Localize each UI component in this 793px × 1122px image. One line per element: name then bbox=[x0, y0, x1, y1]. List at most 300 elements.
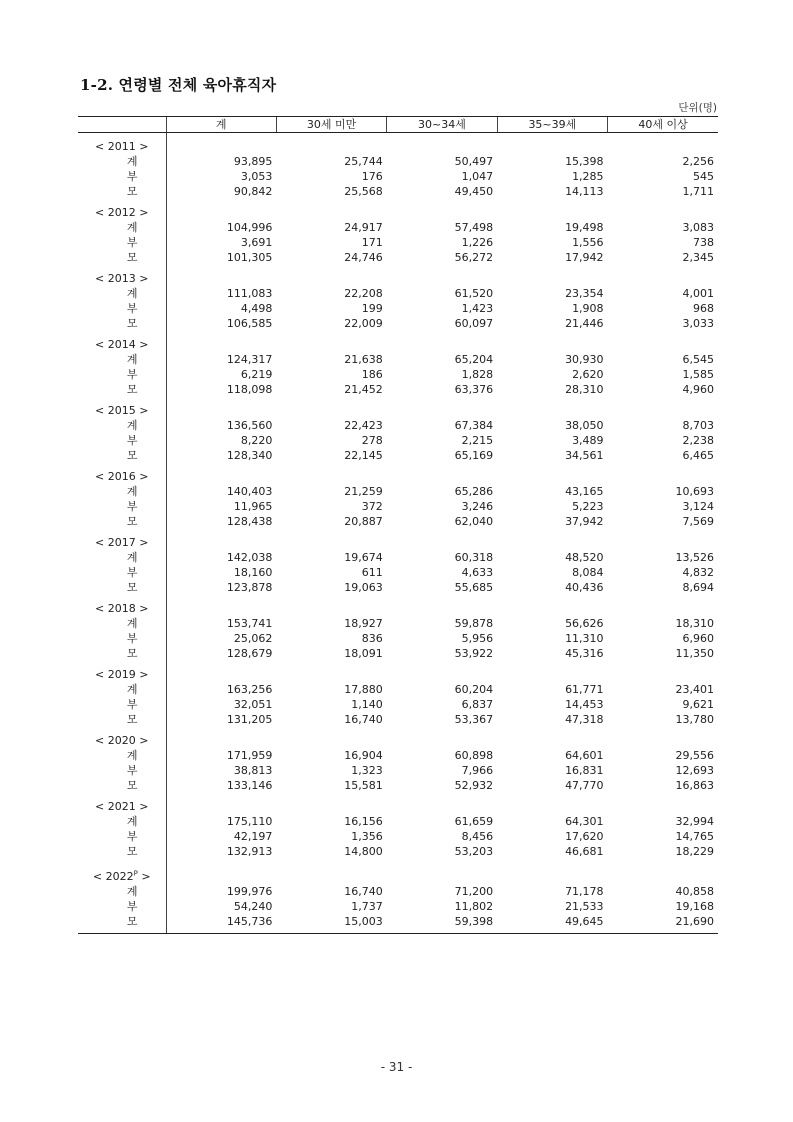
table-row bbox=[78, 448, 718, 463]
value-cell: 62,040 bbox=[454, 515, 494, 528]
value-cell: 111,083 bbox=[166, 286, 276, 301]
row-label: 부 bbox=[126, 900, 138, 913]
empty-cell bbox=[497, 869, 607, 884]
table-row bbox=[78, 914, 718, 934]
empty-cell bbox=[276, 535, 386, 550]
value-cell: 3,124 bbox=[682, 500, 714, 513]
row-label: 부 bbox=[126, 236, 138, 249]
table-row bbox=[78, 829, 718, 844]
value-cell: 47,770 bbox=[565, 779, 604, 792]
value-cell: 34,561 bbox=[565, 449, 604, 462]
value-cell: 171 bbox=[361, 236, 383, 249]
value-cell: 11,350 bbox=[675, 647, 714, 660]
value-cell: 23,354 bbox=[565, 287, 604, 300]
table-row bbox=[78, 646, 718, 661]
spacer-cell bbox=[276, 859, 386, 869]
table-row bbox=[78, 352, 718, 367]
table-row bbox=[78, 631, 718, 646]
table-row bbox=[78, 884, 718, 899]
empty-cell bbox=[276, 271, 386, 286]
value-cell: 1,285 bbox=[572, 170, 604, 183]
value-cell: 6,545 bbox=[682, 353, 714, 366]
header-35-39: 35~39세 bbox=[497, 117, 607, 133]
value-cell: 24,917 bbox=[344, 221, 383, 234]
value-cell: 19,168 bbox=[675, 900, 714, 913]
year-label bbox=[78, 733, 166, 748]
value-cell: 21,638 bbox=[344, 353, 383, 366]
value-cell: 19,063 bbox=[344, 581, 383, 594]
header-40-over: 40세 이상 bbox=[608, 117, 718, 133]
value-cell: 60,898 bbox=[454, 749, 494, 762]
row-label: 부 bbox=[126, 830, 138, 843]
table-row bbox=[78, 763, 718, 778]
value-cell: 90,842 bbox=[166, 184, 276, 199]
value-cell: 738 bbox=[693, 236, 714, 249]
value-cell: 49,645 bbox=[497, 914, 607, 934]
empty-cell bbox=[497, 535, 607, 550]
value-cell: 132,913 bbox=[166, 844, 276, 859]
value-cell: 118,098 bbox=[166, 382, 276, 397]
value-cell: 131,205 bbox=[166, 712, 276, 727]
year-label-text: < 2019 > bbox=[95, 668, 149, 681]
value-cell: 1,226 bbox=[461, 236, 494, 249]
value-cell: 56,272 bbox=[454, 251, 494, 264]
row-label: 계 bbox=[126, 287, 138, 300]
value-cell: 142,038 bbox=[166, 550, 276, 565]
value-cell: 56,626 bbox=[565, 617, 604, 630]
table-row bbox=[78, 235, 718, 250]
value-cell: 54,240 bbox=[166, 899, 276, 914]
empty-cell bbox=[608, 601, 718, 616]
empty-cell bbox=[608, 535, 718, 550]
empty-cell bbox=[497, 601, 607, 616]
value-cell: 8,456 bbox=[461, 830, 494, 843]
value-cell: 11,802 bbox=[454, 900, 494, 913]
value-cell: 18,160 bbox=[166, 565, 276, 580]
table-row bbox=[78, 286, 718, 301]
empty-cell bbox=[608, 469, 718, 484]
table-row bbox=[78, 697, 718, 712]
value-cell: 8,694 bbox=[682, 581, 714, 594]
value-cell: 25,568 bbox=[344, 185, 383, 198]
row-label: 계 bbox=[126, 485, 138, 498]
table-row bbox=[78, 514, 718, 529]
empty-cell bbox=[166, 535, 276, 550]
value-cell: 15,398 bbox=[565, 155, 604, 168]
empty-cell bbox=[608, 733, 718, 748]
value-cell: 1,047 bbox=[461, 170, 494, 183]
table-row bbox=[78, 682, 718, 697]
page-number: - 31 - bbox=[380, 1060, 413, 1074]
year-label bbox=[78, 403, 166, 418]
table-row bbox=[78, 301, 718, 316]
value-cell: 278 bbox=[361, 434, 383, 447]
year-label-text: < 2014 > bbox=[95, 338, 149, 351]
spacer-cell bbox=[166, 859, 276, 869]
table-row bbox=[78, 367, 718, 382]
row-label: 부 bbox=[126, 500, 138, 513]
empty-cell bbox=[608, 403, 718, 418]
empty-cell bbox=[497, 271, 607, 286]
empty-cell bbox=[387, 337, 497, 352]
empty-cell bbox=[276, 733, 386, 748]
empty-cell bbox=[166, 469, 276, 484]
empty-cell bbox=[387, 535, 497, 550]
value-cell: 32,051 bbox=[166, 697, 276, 712]
value-cell: 10,693 bbox=[675, 485, 714, 498]
value-cell: 140,403 bbox=[166, 484, 276, 499]
value-cell: 42,197 bbox=[166, 829, 276, 844]
empty-cell bbox=[276, 799, 386, 814]
year-label-text: < 2018 > bbox=[95, 602, 149, 615]
value-cell: 14,800 bbox=[344, 845, 383, 858]
value-cell: 22,423 bbox=[344, 419, 383, 432]
value-cell: 64,301 bbox=[565, 815, 604, 828]
value-cell: 60,097 bbox=[454, 317, 494, 330]
value-cell: 53,922 bbox=[454, 647, 494, 660]
row-label: 모 bbox=[126, 449, 138, 462]
value-cell: 16,740 bbox=[344, 713, 383, 726]
value-cell: 1,828 bbox=[461, 368, 494, 381]
value-cell: 136,560 bbox=[166, 418, 276, 433]
value-cell: 67,384 bbox=[454, 419, 494, 432]
value-cell: 5,223 bbox=[572, 500, 604, 513]
value-cell: 8,220 bbox=[166, 433, 276, 448]
value-cell: 3,083 bbox=[682, 221, 714, 234]
value-cell: 968 bbox=[693, 302, 714, 315]
value-cell: 28,310 bbox=[565, 383, 604, 396]
value-cell: 104,996 bbox=[166, 220, 276, 235]
year-label bbox=[78, 601, 166, 616]
value-cell: 1,585 bbox=[682, 368, 714, 381]
spacer-cell bbox=[78, 859, 166, 869]
value-cell: 545 bbox=[693, 170, 714, 183]
empty-cell bbox=[166, 733, 276, 748]
empty-cell bbox=[387, 733, 497, 748]
year-label-text: < 2020 > bbox=[95, 734, 149, 747]
table-row bbox=[78, 184, 718, 199]
empty-cell bbox=[276, 337, 386, 352]
empty-cell bbox=[497, 205, 607, 220]
row-label: 모 bbox=[78, 914, 166, 934]
table-row bbox=[78, 616, 718, 631]
value-cell: 40,436 bbox=[565, 581, 604, 594]
value-cell: 11,965 bbox=[166, 499, 276, 514]
value-cell: 25,744 bbox=[344, 155, 383, 168]
empty-cell bbox=[166, 601, 276, 616]
value-cell: 5,956 bbox=[461, 632, 494, 645]
value-cell: 65,204 bbox=[454, 353, 494, 366]
empty-cell bbox=[497, 469, 607, 484]
row-label: 계 bbox=[126, 885, 138, 898]
table-row bbox=[78, 580, 718, 595]
value-cell: 611 bbox=[361, 566, 383, 579]
row-label: 부 bbox=[126, 368, 138, 381]
value-cell: 61,771 bbox=[565, 683, 604, 696]
year-label-superscript: P bbox=[133, 869, 138, 878]
value-cell: 16,863 bbox=[675, 779, 714, 792]
data-table bbox=[78, 116, 718, 934]
value-cell: 63,376 bbox=[454, 383, 494, 396]
year-label-end: > bbox=[137, 870, 151, 883]
value-cell: 20,887 bbox=[344, 515, 383, 528]
row-label: 계 bbox=[126, 815, 138, 828]
year-row bbox=[78, 271, 718, 286]
table-row bbox=[78, 484, 718, 499]
value-cell: 43,165 bbox=[565, 485, 604, 498]
value-cell: 3,246 bbox=[461, 500, 494, 513]
value-cell: 24,746 bbox=[344, 251, 383, 264]
value-cell: 4,633 bbox=[461, 566, 494, 579]
empty-cell bbox=[166, 667, 276, 682]
row-label: 모 bbox=[126, 515, 138, 528]
year-label bbox=[78, 667, 166, 682]
table-row bbox=[78, 712, 718, 727]
value-cell: 7,966 bbox=[461, 764, 494, 777]
empty-cell bbox=[387, 205, 497, 220]
table-header-row bbox=[78, 117, 718, 133]
value-cell: 372 bbox=[361, 500, 383, 513]
row-label: 모 bbox=[126, 383, 138, 396]
year-label bbox=[78, 869, 166, 884]
row-label: 부 bbox=[126, 302, 138, 315]
year-label bbox=[78, 139, 166, 154]
value-cell: 38,050 bbox=[565, 419, 604, 432]
value-cell: 17,880 bbox=[344, 683, 383, 696]
value-cell: 199 bbox=[361, 302, 383, 315]
value-cell: 17,620 bbox=[565, 830, 604, 843]
empty-cell bbox=[166, 403, 276, 418]
value-cell: 128,438 bbox=[166, 514, 276, 529]
page-title: 1-2. 연령별 전체 육아휴직자 bbox=[80, 76, 277, 94]
year-row bbox=[78, 535, 718, 550]
value-cell: 1,737 bbox=[351, 900, 383, 913]
value-cell: 3,691 bbox=[166, 235, 276, 250]
year-row bbox=[78, 601, 718, 616]
value-cell: 6,465 bbox=[682, 449, 714, 462]
value-cell: 21,690 bbox=[608, 914, 718, 934]
empty-cell bbox=[497, 337, 607, 352]
value-cell: 14,765 bbox=[675, 830, 714, 843]
year-row bbox=[78, 205, 718, 220]
value-cell: 1,356 bbox=[351, 830, 383, 843]
value-cell: 71,178 bbox=[565, 885, 604, 898]
value-cell: 16,156 bbox=[344, 815, 383, 828]
value-cell: 48,520 bbox=[565, 551, 604, 564]
table-row bbox=[78, 418, 718, 433]
year-row bbox=[78, 869, 718, 884]
table-row bbox=[78, 316, 718, 331]
value-cell: 3,033 bbox=[682, 317, 714, 330]
value-cell: 101,305 bbox=[166, 250, 276, 265]
value-cell: 55,685 bbox=[454, 581, 494, 594]
value-cell: 19,498 bbox=[565, 221, 604, 234]
value-cell: 13,780 bbox=[675, 713, 714, 726]
empty-cell bbox=[276, 403, 386, 418]
value-cell: 2,256 bbox=[682, 155, 714, 168]
value-cell: 21,259 bbox=[344, 485, 383, 498]
value-cell: 22,208 bbox=[344, 287, 383, 300]
row-label: 계 bbox=[126, 353, 138, 366]
empty-cell bbox=[276, 667, 386, 682]
year-label bbox=[78, 205, 166, 220]
year-row bbox=[78, 667, 718, 682]
table-row bbox=[78, 550, 718, 565]
value-cell: 18,229 bbox=[675, 845, 714, 858]
value-cell: 3,489 bbox=[572, 434, 604, 447]
empty-cell bbox=[387, 667, 497, 682]
value-cell: 175,110 bbox=[166, 814, 276, 829]
empty-cell bbox=[608, 869, 718, 884]
value-cell: 53,203 bbox=[454, 845, 494, 858]
value-cell: 14,113 bbox=[565, 185, 604, 198]
table-row bbox=[78, 748, 718, 763]
row-label: 모 bbox=[126, 185, 138, 198]
empty-cell bbox=[497, 403, 607, 418]
value-cell: 4,832 bbox=[682, 566, 714, 579]
table-row bbox=[78, 565, 718, 580]
value-cell: 11,310 bbox=[565, 632, 604, 645]
value-cell: 50,497 bbox=[454, 155, 494, 168]
value-cell: 18,091 bbox=[344, 647, 383, 660]
year-label-text: < 2022 bbox=[92, 870, 134, 883]
value-cell: 1,423 bbox=[461, 302, 494, 315]
header-under-30: 30세 미만 bbox=[276, 117, 386, 133]
empty-cell bbox=[608, 337, 718, 352]
value-cell: 19,674 bbox=[344, 551, 383, 564]
value-cell: 6,837 bbox=[461, 698, 494, 711]
spacer-cell bbox=[387, 859, 497, 869]
value-cell: 18,310 bbox=[675, 617, 714, 630]
value-cell: 71,200 bbox=[454, 885, 494, 898]
table-row bbox=[78, 250, 718, 265]
value-cell: 59,878 bbox=[454, 617, 494, 630]
row-label: 부 bbox=[126, 566, 138, 579]
value-cell: 16,831 bbox=[565, 764, 604, 777]
value-cell: 21,446 bbox=[565, 317, 604, 330]
row-label: 계 bbox=[126, 221, 138, 234]
value-cell: 30,930 bbox=[565, 353, 604, 366]
year-label bbox=[78, 271, 166, 286]
value-cell: 8,084 bbox=[572, 566, 604, 579]
value-cell: 171,959 bbox=[166, 748, 276, 763]
year-row bbox=[78, 733, 718, 748]
empty-cell bbox=[608, 271, 718, 286]
empty-cell bbox=[387, 469, 497, 484]
table-row bbox=[78, 220, 718, 235]
table-row bbox=[78, 154, 718, 169]
value-cell: 106,585 bbox=[166, 316, 276, 331]
value-cell: 1,908 bbox=[572, 302, 604, 315]
year-label bbox=[78, 469, 166, 484]
value-cell: 836 bbox=[361, 632, 383, 645]
value-cell: 64,601 bbox=[565, 749, 604, 762]
value-cell: 153,741 bbox=[166, 616, 276, 631]
empty-cell bbox=[166, 205, 276, 220]
value-cell: 52,932 bbox=[454, 779, 494, 792]
value-cell: 2,620 bbox=[572, 368, 604, 381]
value-cell: 22,145 bbox=[344, 449, 383, 462]
value-cell: 59,398 bbox=[387, 914, 497, 934]
table-row bbox=[78, 844, 718, 859]
value-cell: 61,520 bbox=[454, 287, 494, 300]
value-cell: 17,942 bbox=[565, 251, 604, 264]
table-row bbox=[78, 814, 718, 829]
empty-cell bbox=[608, 667, 718, 682]
value-cell: 21,533 bbox=[565, 900, 604, 913]
empty-cell bbox=[608, 205, 718, 220]
value-cell: 2,345 bbox=[682, 251, 714, 264]
row-label: 모 bbox=[126, 779, 138, 792]
value-cell: 3,053 bbox=[166, 169, 276, 184]
empty-cell bbox=[276, 601, 386, 616]
value-cell: 46,681 bbox=[565, 845, 604, 858]
year-label-text: < 2012 > bbox=[95, 206, 149, 219]
empty-cell bbox=[387, 601, 497, 616]
empty-cell bbox=[276, 869, 386, 884]
empty-cell bbox=[166, 869, 276, 884]
empty-cell bbox=[387, 271, 497, 286]
row-label: 부 bbox=[126, 434, 138, 447]
year-label bbox=[78, 337, 166, 352]
value-cell: 1,140 bbox=[351, 698, 383, 711]
value-cell: 38,813 bbox=[166, 763, 276, 778]
table-row bbox=[78, 169, 718, 184]
row-label: 모 bbox=[126, 317, 138, 330]
year-label bbox=[78, 799, 166, 814]
row-spacer bbox=[78, 859, 718, 869]
empty-cell bbox=[166, 799, 276, 814]
value-cell: 23,401 bbox=[675, 683, 714, 696]
value-cell: 8,703 bbox=[682, 419, 714, 432]
row-label: 부 bbox=[126, 764, 138, 777]
empty-cell bbox=[276, 205, 386, 220]
row-label: 계 bbox=[126, 419, 138, 432]
empty-cell bbox=[276, 469, 386, 484]
spacer-cell bbox=[497, 859, 607, 869]
value-cell: 1,711 bbox=[682, 185, 714, 198]
value-cell: 25,062 bbox=[166, 631, 276, 646]
unit-label: 단위(명) bbox=[678, 102, 717, 114]
value-cell: 60,318 bbox=[454, 551, 494, 564]
empty-cell bbox=[497, 667, 607, 682]
value-cell: 16,740 bbox=[344, 885, 383, 898]
value-cell: 13,526 bbox=[675, 551, 714, 564]
row-label: 부 bbox=[126, 170, 138, 183]
value-cell: 1,556 bbox=[572, 236, 604, 249]
value-cell: 163,256 bbox=[166, 682, 276, 697]
value-cell: 14,453 bbox=[565, 698, 604, 711]
empty-cell bbox=[276, 139, 386, 154]
empty-cell bbox=[497, 799, 607, 814]
header-30-34: 30~34세 bbox=[387, 117, 497, 133]
value-cell: 4,498 bbox=[166, 301, 276, 316]
empty-cell bbox=[166, 337, 276, 352]
value-cell: 145,736 bbox=[166, 914, 276, 934]
year-label-text: < 2013 > bbox=[95, 272, 149, 285]
row-label: 모 bbox=[126, 647, 138, 660]
row-label: 계 bbox=[126, 551, 138, 564]
value-cell: 9,621 bbox=[682, 698, 714, 711]
value-cell: 7,569 bbox=[682, 515, 714, 528]
empty-cell bbox=[387, 139, 497, 154]
header-blank bbox=[78, 117, 166, 133]
spacer-cell bbox=[608, 859, 718, 869]
value-cell: 133,146 bbox=[166, 778, 276, 793]
value-cell: 15,581 bbox=[344, 779, 383, 792]
row-label: 모 bbox=[126, 581, 138, 594]
year-label bbox=[78, 535, 166, 550]
